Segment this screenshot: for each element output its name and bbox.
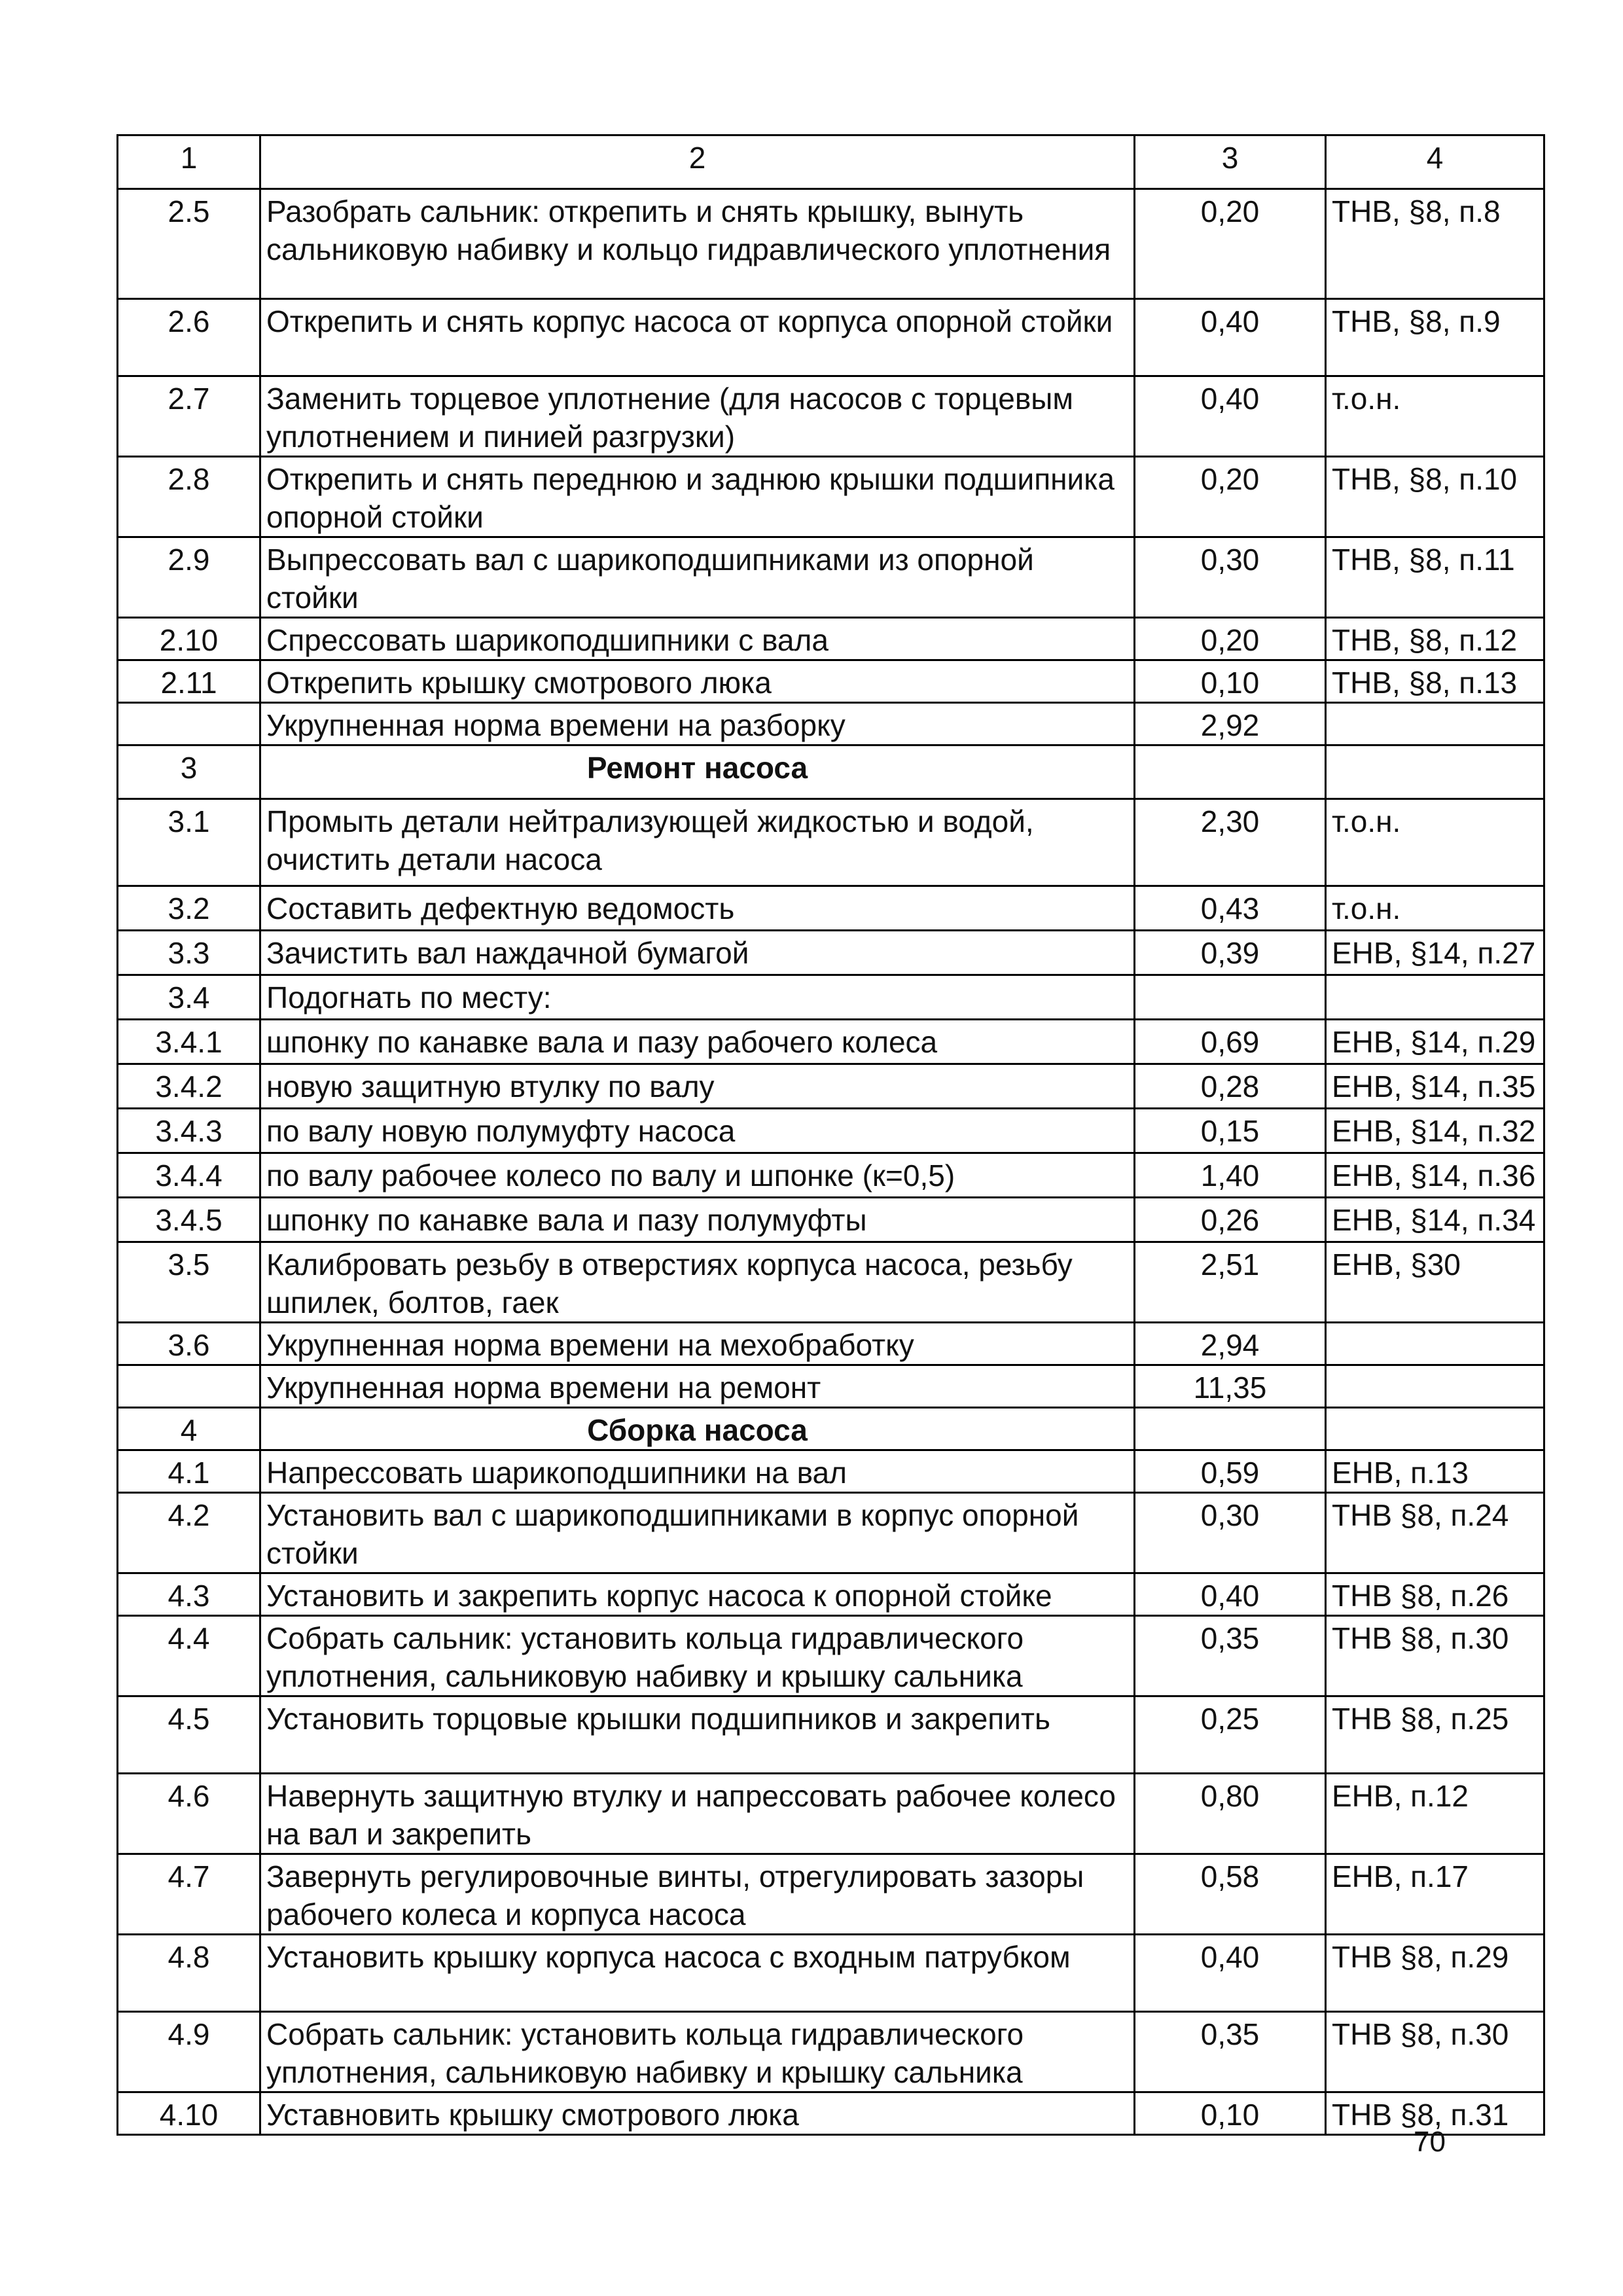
table-row xyxy=(118,660,1544,703)
operation-text: Ремонт насоса xyxy=(260,745,1135,799)
table-row xyxy=(118,1573,1544,1616)
time-norm: 0,35 xyxy=(1135,2012,1326,2092)
norm-reference xyxy=(1326,745,1544,799)
table-row xyxy=(118,931,1544,975)
table-row xyxy=(118,1774,1544,1854)
row-number: 2.9 xyxy=(118,537,260,618)
header-col-3: 3 xyxy=(1135,135,1326,189)
operation-text: Собрать сальник: установить кольца гидравлического уплотнения, сальниковую набивку и крышку сальника xyxy=(260,1616,1135,1696)
row-number: 3.4.4 xyxy=(118,1153,260,1198)
time-norm: 0,40 xyxy=(1135,299,1326,376)
row-number: 4.8 xyxy=(118,1935,260,2012)
table-row xyxy=(118,2012,1544,2092)
row-number: 3.1 xyxy=(118,799,260,886)
norm-reference: ЕНВ, п.17 xyxy=(1326,1854,1544,1935)
operation-text: новую защитную втулку по валу xyxy=(260,1064,1135,1109)
operation-text: по валу новую полумуфту насоса xyxy=(260,1109,1135,1153)
table-row xyxy=(118,376,1544,457)
page-number: 70 xyxy=(1414,2126,1446,2158)
norm-reference xyxy=(1326,1408,1544,1450)
row-number: 2.10 xyxy=(118,618,260,660)
norm-reference xyxy=(1326,975,1544,1020)
section-row xyxy=(118,1408,1544,1450)
norm-reference: ЕНВ, §14, п.29 xyxy=(1326,1020,1544,1064)
time-norm: 2,30 xyxy=(1135,799,1326,886)
time-norm: 2,92 xyxy=(1135,703,1326,745)
norms-table xyxy=(116,134,1545,2136)
time-norm: 11,35 xyxy=(1135,1365,1326,1408)
operation-text: Открепить и снять корпус насоса от корпуса опорной стойки xyxy=(260,299,1135,376)
header-col-1: 1 xyxy=(118,135,260,189)
norm-reference: т.о.н. xyxy=(1326,376,1544,457)
table-row xyxy=(118,1020,1544,1064)
operation-text: Укрупненная норма времени на мехобработку xyxy=(260,1323,1135,1365)
operation-text: Спрессовать шарикоподшипники с вала xyxy=(260,618,1135,660)
operation-text: Разобрать сальник: открепить и снять крышку, вынуть сальниковую набивку и кольцо гидравлического уплотнения xyxy=(260,189,1135,299)
table-row xyxy=(118,703,1544,745)
row-number: 2.11 xyxy=(118,660,260,703)
table-row xyxy=(118,1935,1544,2012)
operation-text: Выпрессовать вал с шарикоподшипниками из опорной стойки xyxy=(260,537,1135,618)
table-row xyxy=(118,2092,1544,2135)
table-row xyxy=(118,975,1544,1020)
operation-text: Установить и закрепить корпус насоса к опорной стойке xyxy=(260,1573,1135,1616)
time-norm xyxy=(1135,975,1326,1020)
operation-text: шпонку по канавке вала и пазу полумуфты xyxy=(260,1198,1135,1242)
row-number: 4.5 xyxy=(118,1696,260,1774)
norm-reference xyxy=(1326,1323,1544,1365)
row-number: 3.5 xyxy=(118,1242,260,1323)
table-row xyxy=(118,1616,1544,1696)
time-norm: 0,15 xyxy=(1135,1109,1326,1153)
row-number: 2.7 xyxy=(118,376,260,457)
row-number: 2.8 xyxy=(118,457,260,537)
operation-text: Навернуть защитную втулку и напрессовать рабочее колесо на вал и закрепить xyxy=(260,1774,1135,1854)
table-row xyxy=(118,1198,1544,1242)
time-norm: 0,30 xyxy=(1135,1493,1326,1573)
row-number: 3 xyxy=(118,745,260,799)
table-row xyxy=(118,299,1544,376)
table-row xyxy=(118,1109,1544,1153)
norm-reference: ТНВ §8, п.25 xyxy=(1326,1696,1544,1774)
operation-text: Подогнать по месту: xyxy=(260,975,1135,1020)
time-norm xyxy=(1135,1408,1326,1450)
section-row xyxy=(118,745,1544,799)
operation-text: Открепить и снять переднюю и заднюю крышки подшипника опорной стойки xyxy=(260,457,1135,537)
row-number: 4.4 xyxy=(118,1616,260,1696)
table-body xyxy=(118,135,1544,2135)
table-row xyxy=(118,457,1544,537)
row-number: 3.6 xyxy=(118,1323,260,1365)
row-number: 4.3 xyxy=(118,1573,260,1616)
row-number: 3.3 xyxy=(118,931,260,975)
time-norm: 0,10 xyxy=(1135,660,1326,703)
operation-text: Промыть детали нейтрализующей жидкостью и водой, очистить детали насоса xyxy=(260,799,1135,886)
table-row xyxy=(118,1365,1544,1408)
row-number: 4.1 xyxy=(118,1450,260,1493)
time-norm: 0,25 xyxy=(1135,1696,1326,1774)
operation-text: Заменить торцевое уплотнение (для насосов с торцевым уплотнением и пинией разгрузки) xyxy=(260,376,1135,457)
row-number xyxy=(118,703,260,745)
header-col-2: 2 xyxy=(260,135,1135,189)
row-number: 2.5 xyxy=(118,189,260,299)
operation-text: Составить дефектную ведомость xyxy=(260,886,1135,931)
operation-text: Уставновить крышку смотрового люка xyxy=(260,2092,1135,2135)
norm-reference: ЕНВ, §14, п.32 xyxy=(1326,1109,1544,1153)
time-norm: 0,40 xyxy=(1135,1935,1326,2012)
row-number: 3.4.3 xyxy=(118,1109,260,1153)
table-row xyxy=(118,1493,1544,1573)
row-number: 4.9 xyxy=(118,2012,260,2092)
time-norm: 0,40 xyxy=(1135,376,1326,457)
operation-text: Зачистить вал наждачной бумагой xyxy=(260,931,1135,975)
norm-reference: ТНВ, §8, п.10 xyxy=(1326,457,1544,537)
operation-text: по валу рабочее колесо по валу и шпонке (к=0,5) xyxy=(260,1153,1135,1198)
row-number: 4.10 xyxy=(118,2092,260,2135)
row-number: 3.4 xyxy=(118,975,260,1020)
table-row xyxy=(118,1242,1544,1323)
header-col-4: 4 xyxy=(1326,135,1544,189)
time-norm xyxy=(1135,745,1326,799)
norm-reference: ТНВ §8, п.31 xyxy=(1326,2092,1544,2135)
time-norm: 1,40 xyxy=(1135,1153,1326,1198)
norm-reference: ЕНВ, §14, п.35 xyxy=(1326,1064,1544,1109)
norm-reference xyxy=(1326,703,1544,745)
row-number: 4.7 xyxy=(118,1854,260,1935)
table-row xyxy=(118,799,1544,886)
norm-reference: ТНВ §8, п.26 xyxy=(1326,1573,1544,1616)
norm-reference: ТНВ §8, п.24 xyxy=(1326,1493,1544,1573)
operation-text: Открепить крышку смотрового люка xyxy=(260,660,1135,703)
norm-reference: ТНВ, §8, п.12 xyxy=(1326,618,1544,660)
norm-reference xyxy=(1326,1365,1544,1408)
norm-reference: ТНВ, §8, п.8 xyxy=(1326,189,1544,299)
norm-reference: ЕНВ, §30 xyxy=(1326,1242,1544,1323)
norm-reference: ТНВ §8, п.30 xyxy=(1326,1616,1544,1696)
norm-reference: ЕНВ, §14, п.36 xyxy=(1326,1153,1544,1198)
norm-reference: ЕНВ, §14, п.27 xyxy=(1326,931,1544,975)
table-row xyxy=(118,1450,1544,1493)
table-row xyxy=(118,618,1544,660)
row-number: 2.6 xyxy=(118,299,260,376)
norm-reference: т.о.н. xyxy=(1326,886,1544,931)
norm-reference: ТНВ, §8, п.13 xyxy=(1326,660,1544,703)
operation-text: Сборка насоса xyxy=(260,1408,1135,1450)
time-norm: 0,20 xyxy=(1135,189,1326,299)
operation-text: Калибровать резьбу в отверстиях корпуса насоса, резьбу шпилек, болтов, гаек xyxy=(260,1242,1135,1323)
operation-text: Напрессовать шарикоподшипники на вал xyxy=(260,1450,1135,1493)
table-row xyxy=(118,1153,1544,1198)
time-norm: 0,28 xyxy=(1135,1064,1326,1109)
operation-text: шпонку по канавке вала и пазу рабочего колеса xyxy=(260,1020,1135,1064)
row-number: 4.6 xyxy=(118,1774,260,1854)
time-norm: 0,26 xyxy=(1135,1198,1326,1242)
norm-reference: т.о.н. xyxy=(1326,799,1544,886)
operation-text: Завернуть регулировочные винты, отрегулировать зазоры рабочего колеса и корпуса насоса xyxy=(260,1854,1135,1935)
operation-text: Установить торцовые крышки подшипников и закрепить xyxy=(260,1696,1135,1774)
operation-text: Собрать сальник: установить кольца гидравлического уплотнения, сальниковую набивку и крышку сальника xyxy=(260,2012,1135,2092)
time-norm: 0,20 xyxy=(1135,618,1326,660)
table-row xyxy=(118,1854,1544,1935)
time-norm: 2,94 xyxy=(1135,1323,1326,1365)
time-norm: 0,35 xyxy=(1135,1616,1326,1696)
time-norm: 0,69 xyxy=(1135,1020,1326,1064)
operation-text: Укрупненная норма времени на ремонт xyxy=(260,1365,1135,1408)
row-number: 4 xyxy=(118,1408,260,1450)
norm-reference: ТНВ, §8, п.9 xyxy=(1326,299,1544,376)
time-norm: 2,51 xyxy=(1135,1242,1326,1323)
time-norm: 0,20 xyxy=(1135,457,1326,537)
time-norm: 0,58 xyxy=(1135,1854,1326,1935)
table-row xyxy=(118,1696,1544,1774)
row-number: 3.4.5 xyxy=(118,1198,260,1242)
operation-text: Установить вал с шарикоподшипниками в корпус опорной стойки xyxy=(260,1493,1135,1573)
norm-reference: ЕНВ, п.12 xyxy=(1326,1774,1544,1854)
norm-reference: ЕНВ, §14, п.34 xyxy=(1326,1198,1544,1242)
row-number: 3.2 xyxy=(118,886,260,931)
table-row xyxy=(118,886,1544,931)
norm-reference: ТНВ §8, п.30 xyxy=(1326,2012,1544,2092)
time-norm: 0,43 xyxy=(1135,886,1326,931)
table-row xyxy=(118,1323,1544,1365)
time-norm: 0,39 xyxy=(1135,931,1326,975)
norm-reference: ЕНВ, п.13 xyxy=(1326,1450,1544,1493)
time-norm: 0,59 xyxy=(1135,1450,1326,1493)
operation-text: Укрупненная норма времени на разборку xyxy=(260,703,1135,745)
row-number xyxy=(118,1365,260,1408)
row-number: 3.4.1 xyxy=(118,1020,260,1064)
norm-reference: ТНВ, §8, п.11 xyxy=(1326,537,1544,618)
header-row xyxy=(118,135,1544,189)
table-row xyxy=(118,1064,1544,1109)
norm-reference: ТНВ §8, п.29 xyxy=(1326,1935,1544,2012)
time-norm: 0,30 xyxy=(1135,537,1326,618)
operation-text: Установить крышку корпуса насоса с входным патрубком xyxy=(260,1935,1135,2012)
row-number: 4.2 xyxy=(118,1493,260,1573)
row-number: 3.4.2 xyxy=(118,1064,260,1109)
table-row xyxy=(118,537,1544,618)
time-norm: 0,40 xyxy=(1135,1573,1326,1616)
table-row xyxy=(118,189,1544,299)
time-norm: 0,10 xyxy=(1135,2092,1326,2135)
time-norm: 0,80 xyxy=(1135,1774,1326,1854)
